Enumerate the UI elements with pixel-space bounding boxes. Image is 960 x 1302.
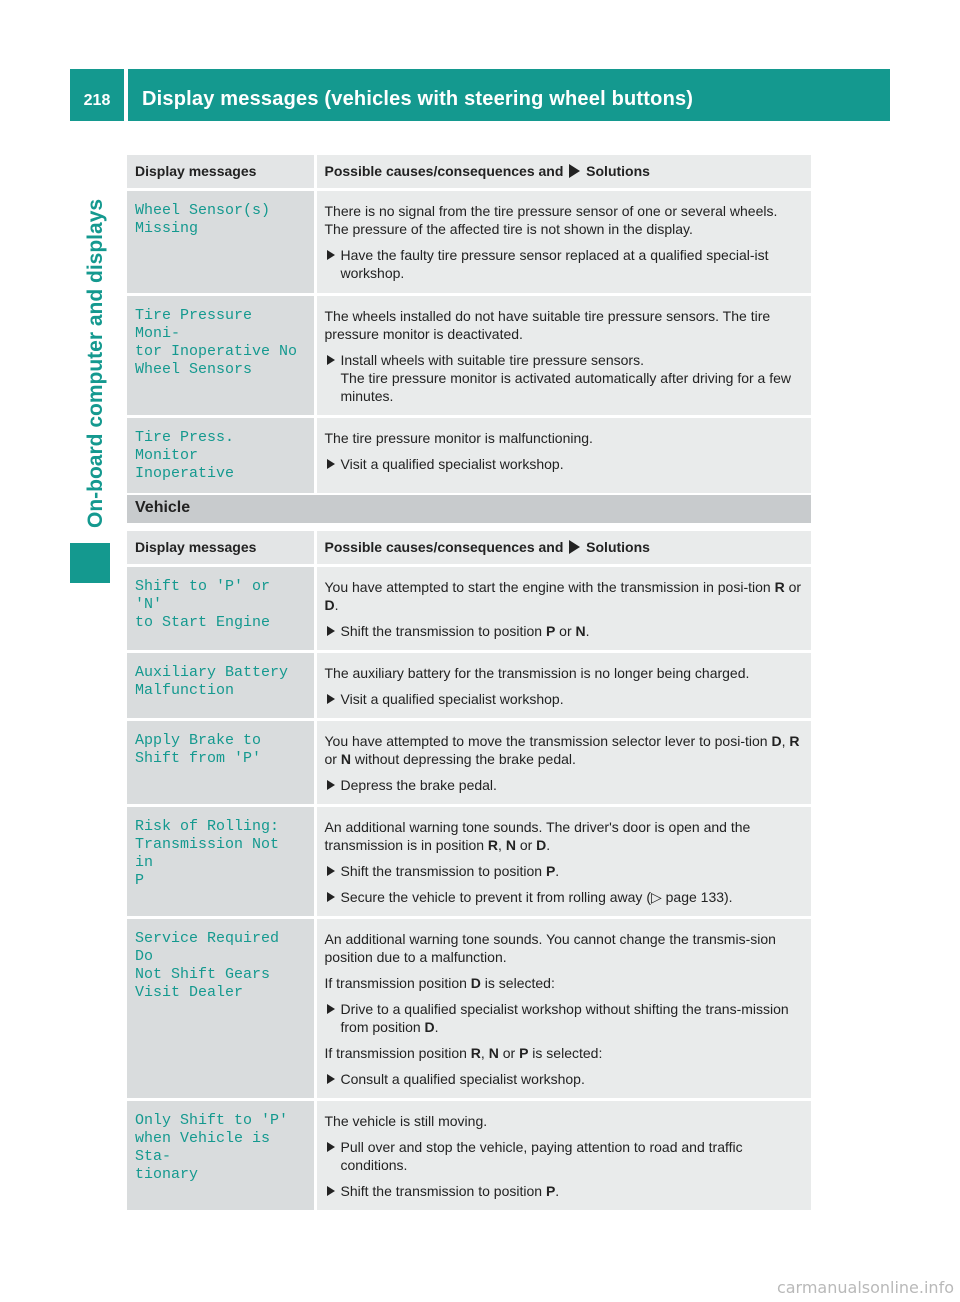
display-message: Shift to 'P' or 'N' to Start Engine	[135, 578, 271, 631]
message-cell	[127, 190, 315, 295]
solution-step	[325, 351, 804, 405]
display-message: Auxiliary Battery Malfunction	[135, 664, 289, 699]
solution-step: Shift the transmission to position P.	[325, 1182, 804, 1200]
watermark: carmanualsonline.info	[776, 1278, 954, 1297]
cause-text: The wheels installed do not have suitable tire pressure sensors. The tire pressure monitor is deactivated.	[324, 308, 771, 342]
solution-step: Shift the transmission to position P.	[325, 862, 804, 880]
step-arrow-icon	[327, 250, 335, 260]
section-bar	[127, 495, 811, 523]
solution-text: Visit a qualified specialist workshop.	[340, 456, 564, 472]
display-message: Only Shift to 'P' when Vehicle is Sta‐ tionary	[135, 1112, 289, 1183]
arrow-right-icon	[569, 540, 580, 554]
solution-text: Secure the vehicle to prevent it from rolling away (▷ page 133).	[340, 889, 733, 905]
causes-cell	[315, 652, 811, 720]
cause-text: You have attempted to start the engine with the transmission in posi-tion R or D.	[324, 579, 802, 613]
display-message: Tire Pressure Moni‐ tor Inoperative No Wheel Sensors	[135, 307, 298, 378]
solution-step	[325, 690, 804, 708]
table-header-row	[127, 155, 811, 190]
table-tire-pressure	[127, 155, 811, 493]
page-title: Display messages (vehicles with steering wheel buttons)	[142, 88, 694, 110]
col-header-causes-text: Possible causes/consequences and	[324, 163, 564, 179]
solution-note: The tire pressure monitor is activated automatically after driving for a few minutes.	[340, 370, 792, 404]
table-row	[127, 190, 811, 295]
col-header-causes	[315, 531, 811, 566]
section-title: Vehicle	[135, 499, 191, 516]
causes-cell	[315, 566, 811, 652]
table-row	[127, 1100, 811, 1211]
condition-text: If transmission position D is selected:	[324, 975, 555, 991]
table-row	[127, 918, 811, 1100]
solution-step	[325, 455, 804, 473]
col-header-display-messages: Display messages	[127, 155, 315, 190]
cause-text: An additional warning tone sounds. The driver's door is open and the transmission is in position R, N or D.	[324, 819, 751, 853]
message-cell	[127, 417, 315, 494]
solution-text: Pull over and stop the vehicle, paying attention to road and traffic conditions.	[340, 1139, 743, 1173]
cause-text: An additional warning tone sounds. You cannot change the transmis-sion position due to a malfunction.	[324, 931, 776, 965]
solution-text: Visit a qualified specialist workshop.	[340, 691, 564, 707]
message-cell	[127, 918, 315, 1100]
cause-text: There is no signal from the tire pressure sensor of one or several wheels. The pressure of the affected tire is not shown in the display.	[324, 203, 778, 237]
table-row	[127, 295, 811, 417]
step-arrow-icon	[327, 1186, 335, 1196]
display-message: Service Required Do Not Shift Gears Visit Dealer	[135, 930, 280, 1001]
page-number: 218	[83, 92, 111, 109]
display-message: Risk of Rolling: Transmission Not in P	[135, 818, 280, 889]
solution-step	[325, 776, 804, 794]
arrow-right-icon	[569, 164, 580, 178]
step-arrow-icon	[327, 1004, 335, 1014]
col-header-display-messages: Display messages	[127, 531, 315, 566]
step-arrow-icon	[327, 1142, 335, 1152]
display-message: Wheel Sensor(s) Missing	[135, 202, 271, 237]
table-row	[127, 417, 811, 494]
table-header-row	[127, 531, 811, 566]
cause-text: The vehicle is still moving.	[324, 1113, 488, 1129]
cause-text: The tire pressure monitor is malfunctioning.	[324, 430, 593, 446]
side-tab-marker	[70, 543, 110, 583]
solution-text: Install wheels with suitable tire pressure sensors.	[340, 352, 644, 368]
col-header-causes-text: Possible causes/consequences and	[324, 539, 564, 555]
causes-cell	[315, 720, 811, 806]
table-row	[127, 720, 811, 806]
step-arrow-icon	[327, 626, 335, 636]
causes-cell	[315, 190, 811, 295]
step-arrow-icon	[327, 459, 335, 469]
message-cell	[127, 720, 315, 806]
side-tab-label: On-board computer and displays	[84, 198, 107, 528]
solution-text: Depress the brake pedal.	[340, 777, 497, 793]
step-arrow-icon	[327, 1074, 335, 1084]
step-arrow-icon	[327, 694, 335, 704]
col-header-solutions-text: Solutions	[586, 163, 650, 179]
solution-step	[325, 246, 804, 282]
col-header-solutions-text: Solutions	[586, 539, 650, 555]
cause-text: You have attempted to move the transmission selector lever to posi-tion D, R or N without depressing the brake pedal.	[324, 733, 800, 767]
table-row	[127, 806, 811, 918]
step-arrow-icon	[327, 355, 335, 365]
solution-step: Drive to a qualified specialist workshop without shifting the trans-mission from position D.	[325, 1000, 804, 1036]
table-row	[127, 566, 811, 652]
solution-step	[325, 888, 804, 906]
causes-cell	[315, 806, 811, 918]
message-cell	[127, 295, 315, 417]
solution-text: Have the faulty tire pressure sensor replaced at a qualified special-ist workshop.	[340, 247, 769, 281]
solution-step	[325, 1070, 804, 1088]
step-arrow-icon	[327, 780, 335, 790]
display-message: Apply Brake to Shift from 'P'	[135, 732, 262, 767]
step-arrow-icon	[327, 892, 335, 902]
message-cell	[127, 1100, 315, 1211]
message-cell	[127, 806, 315, 918]
solution-text: Consult a qualified specialist workshop.	[340, 1071, 585, 1087]
solution-step	[325, 1138, 804, 1174]
step-arrow-icon	[327, 866, 335, 876]
table-vehicle	[127, 531, 811, 1210]
causes-cell	[315, 417, 811, 494]
message-cell	[127, 652, 315, 720]
causes-cell	[315, 295, 811, 417]
display-message: Tire Press. Monitor Inoperative	[135, 429, 235, 482]
cause-text: The auxiliary battery for the transmission is no longer being charged.	[324, 665, 750, 681]
message-cell	[127, 566, 315, 652]
col-header-causes	[315, 155, 811, 190]
causes-cell	[315, 918, 811, 1100]
solution-step: Shift the transmission to position P or N.	[325, 622, 804, 640]
table-row	[127, 652, 811, 720]
condition-text: If transmission position R, N or P is selected:	[324, 1045, 603, 1061]
causes-cell	[315, 1100, 811, 1211]
